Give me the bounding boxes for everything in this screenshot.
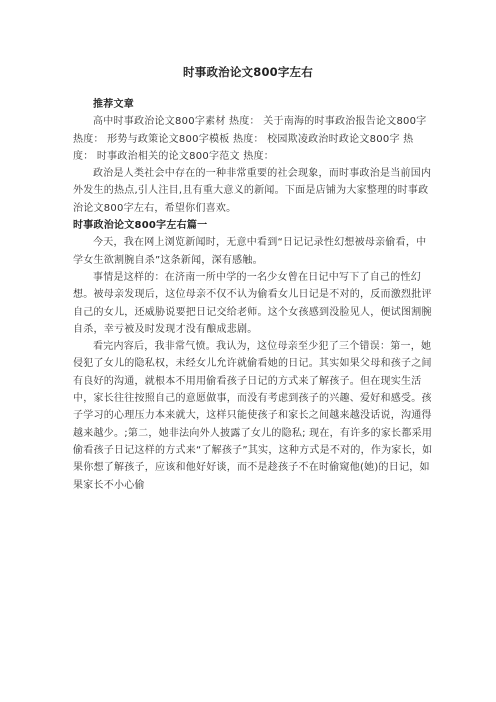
document-body xyxy=(73,96,433,494)
intro-paragraph: 政治是人类社会中存在的一种非常重要的社会现象，而时事政治是当前国内外发生的热点,引人注目,且有重大意义的新闻。下面是店铺为大家整理的时事政治论文800字左右，希望你们喜欢。 xyxy=(73,168,432,214)
document-title: 时事政治论文800字左右 xyxy=(183,65,313,79)
recommend-heading: 推荐文章 xyxy=(93,99,134,110)
body-paragraph: 今天，我在网上浏览新闻时，无意中看到“日记记录性幻想被母亲偷看，中学女生欲割腕自杀”这条新闻，深有感触。 xyxy=(73,237,427,266)
section-heading: 时事政治论文800字左右篇一 xyxy=(73,220,208,232)
body-paragraph: 看完内容后，我非常气愤。我认为，这位母亲至少犯了三个错误：第一，她侵犯了女儿的隐私权，未经女儿允许就偷看她的日记。其实如果父母和孩子之间有良好的沟通，就根本不用用偷看孩子日记的方式来了解孩子。但在现实生活中，家长往往按照自己的意愿做事，而没有考虑到孩子的兴趣、爱好和感受。孩子学习的心理压力本来就大，这样只能使孩子和家长之间越来越没话说，沟通得越来越少。;第二，她非法向外人披露了女儿的隐私; 现在，有许多的家长都采用偷看孩子日记这样的方式来“了解孩子”其实，这种方式是不对的，作为家长，如果你想了解孩子，应该和他好好谈，而不是趁孩子不在时偷窥他(她)的日记，如果家长不小心偷 xyxy=(73,341,433,491)
body-paragraph: 事情是这样的：在济南一所中学的一名少女曾在日记中写下了自己的性幻想。被母亲发现后，这位母亲不仅不认为偷看女儿日记是不对的，反而激烈批评自己的女儿，还威胁说要把日记交给老师。这个女孩感到没脸见人，便试图割腕自杀，幸亏被及时发现才没有酿成悲剧。 xyxy=(73,271,432,335)
recommend-links: 高中时事政治论文800字素材 热度： 关于南海的时事政治报告论文800字 热度： 形势与政策论文800字模板 热度： 校园欺凌政治时政论文800字 热度： 时事政治相关的论文800字范文 热度： xyxy=(73,116,427,162)
